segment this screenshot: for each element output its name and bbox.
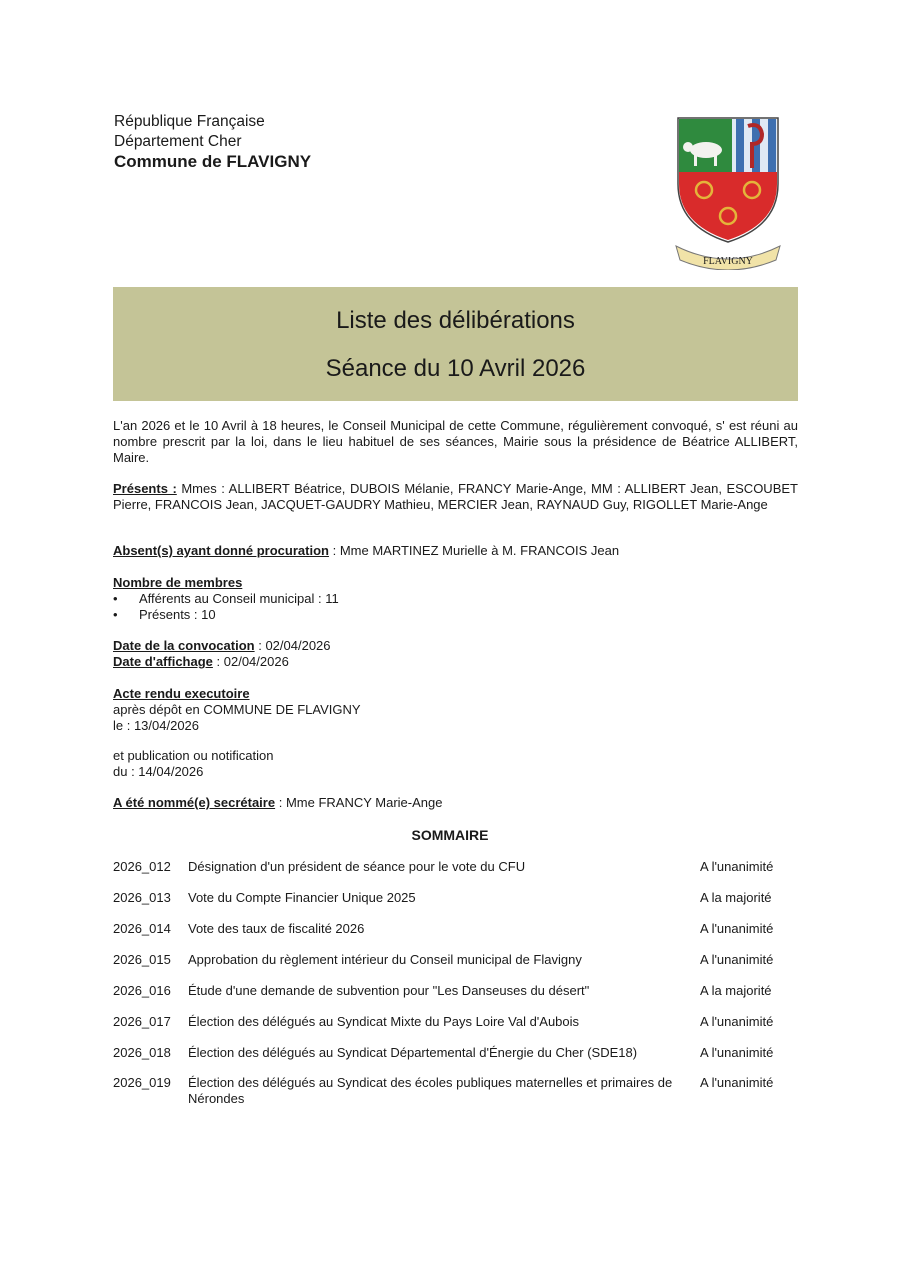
- members-list: [113, 591, 339, 623]
- title-banner: [113, 287, 798, 401]
- deliberation-desc: Élection des délégués au Syndicat Départemental d'Énergie du Cher (SDE18): [188, 1045, 638, 1060]
- department-label: Département Cher: [114, 133, 242, 150]
- acte-section: [113, 686, 361, 734]
- publication-date: du : 14/04/2026: [113, 764, 204, 779]
- convocation-date: : 02/04/2026: [258, 638, 331, 653]
- deliberation-vote: A la majorité: [700, 983, 772, 998]
- deliberation-code: 2026_015: [113, 952, 171, 967]
- commune-name: Commune de FLAVIGNY: [114, 152, 312, 171]
- deliberation-vote: A l'unanimité: [700, 921, 774, 936]
- secretaire-label: A été nommé(e) secrétaire: [113, 795, 276, 810]
- crest-banner-text: FLAVIGNY: [703, 256, 753, 267]
- republic-label: République Française: [114, 113, 265, 130]
- deliberation-vote: A l'unanimité: [700, 952, 774, 967]
- deliberation-desc: Désignation d'un président de séance pour le vote du CFU: [188, 859, 526, 874]
- deliberation-vote: A la majorité: [700, 890, 772, 905]
- deliberation-vote: A l'unanimité: [700, 859, 774, 874]
- presents-label: Présents :: [113, 481, 177, 496]
- members-label: Nombre de membres: [113, 575, 243, 590]
- dates-section: [113, 638, 331, 670]
- commune-header: [114, 112, 311, 172]
- deliberation-code: 2026_018: [113, 1045, 171, 1060]
- secretaire-name: : Mme FRANCY Marie-Ange: [278, 795, 443, 810]
- deliberation-code: 2026_014: [113, 921, 171, 936]
- session-date-title: Séance du 10 Avril 2026: [325, 355, 586, 382]
- deliberation-vote: A l'unanimité: [700, 1075, 774, 1090]
- intro-paragraph: L'an 2026 et le 10 Avril à 18 heures, le Conseil Municipal de cette Commune, régulièrement convoqué, s' est réuni au nombre prescrit par la loi, dans le lieu habituel de ses séances, Mairie sous la présidence de Béatrice ALLIBERT, Maire.: [113, 418, 798, 465]
- document-title: Liste des délibérations: [336, 307, 575, 334]
- deliberation-vote: A l'unanimité: [700, 1045, 774, 1060]
- absents-section: [113, 543, 619, 559]
- affichage-label: Date d'affichage: [113, 654, 213, 669]
- deliberation-code: 2026_013: [113, 890, 171, 905]
- deliberation-desc: Approbation du règlement intérieur du Conseil municipal de Flavigny: [188, 952, 582, 967]
- acte-depot: après dépôt en COMMUNE DE FLAVIGNY: [113, 702, 361, 717]
- deliberation-vote: A l'unanimité: [700, 1014, 774, 1029]
- sommaire-title: SOMMAIRE: [411, 827, 489, 843]
- deliberation-desc: Vote du Compte Financier Unique 2025: [188, 890, 416, 905]
- list-item: • Présents : 10: [113, 607, 339, 623]
- presents-list: Mmes : ALLIBERT Béatrice, DUBOIS Mélanie, FRANCY Marie-Ange, MM : ALLIBERT Jean, ESCOUBET Pierre, FRANCOIS Jean, JACQUET-GAUDRY Mathieu, MERCIER Jean, RAYNAUD Guy, RIGOLLET Marie-Ange: [113, 481, 798, 512]
- list-item: • Afférents au Conseil municipal : 11: [113, 591, 339, 607]
- presents-section: [113, 481, 798, 513]
- convocation-label: Date de la convocation: [113, 638, 255, 653]
- absents-label: Absent(s) ayant donné procuration: [113, 543, 329, 558]
- acte-date: le : 13/04/2026: [113, 718, 200, 733]
- deliberation-desc: Élection des délégués au Syndicat Mixte du Pays Loire Val d'Aubois: [188, 1014, 580, 1029]
- absents-text: : Mme MARTINEZ Murielle à M. FRANCOIS Jean: [332, 543, 620, 558]
- publication-label: et publication ou notification: [113, 748, 274, 763]
- deliberation-desc: Élection des délégués au Syndicat des écoles publiques maternelles et primaires de Nérondes: [188, 1075, 673, 1106]
- deliberation-code: 2026_016: [113, 983, 171, 998]
- acte-label: Acte rendu executoire: [113, 686, 250, 701]
- coat-of-arms-logo: [672, 114, 784, 270]
- deliberation-code: 2026_019: [113, 1075, 171, 1090]
- affichage-date: : 02/04/2026: [216, 654, 289, 669]
- publication-section: [113, 748, 273, 780]
- members-section: [113, 575, 339, 623]
- secretaire-section: [113, 795, 442, 811]
- deliberation-code: 2026_012: [113, 859, 171, 874]
- deliberation-desc: Vote des taux de fiscalité 2026: [188, 921, 365, 936]
- deliberation-code: 2026_017: [113, 1014, 171, 1029]
- deliberation-desc: Étude d'une demande de subvention pour "Les Danseuses du désert": [188, 983, 590, 998]
